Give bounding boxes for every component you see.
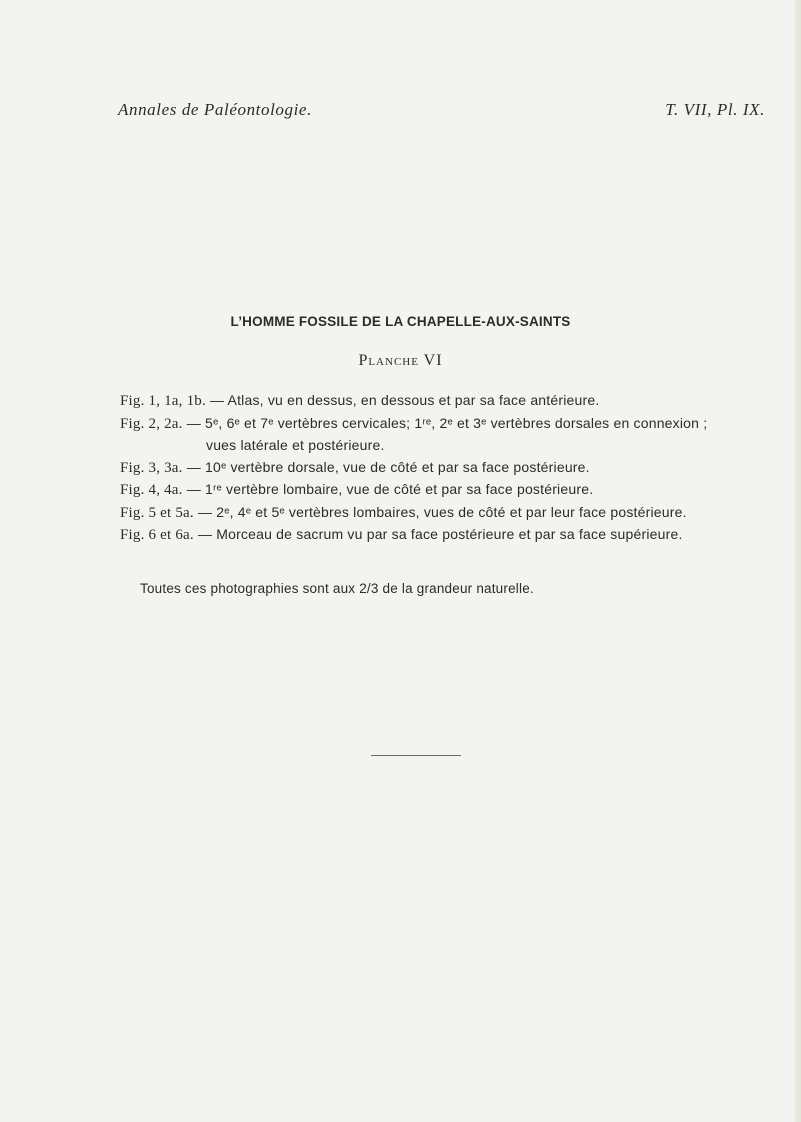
figure-text-continuation: vues latérale et postérieure. (206, 437, 385, 453)
plate-subtitle: Planche VI (358, 352, 443, 369)
figure-caption-6 (120, 524, 800, 547)
figure-text: — Atlas, vu en dessus, en dessous et par sa face antérieure. (210, 392, 600, 408)
figure-caption-5 (120, 502, 800, 525)
journal-header: Annales de Paléontologie. (118, 100, 312, 119)
divider-rule (371, 755, 461, 756)
figure-caption-2 (120, 413, 800, 436)
figure-captions (120, 390, 800, 547)
figure-text: — Morceau de sacrum vu par sa face postérieure et par sa face supérieure. (197, 526, 683, 542)
figure-label: Fig. 6 et 6a. (120, 527, 194, 543)
scale-note: Toutes ces photographies sont aux 2/3 de la grandeur naturelle. (140, 581, 534, 596)
figure-caption-1 (120, 390, 800, 413)
figure-label: Fig. 2, 2a. (120, 415, 183, 432)
page-title: L’HOMME FOSSILE DE LA CHAPELLE-AUX-SAINTS (230, 314, 571, 329)
figure-label: Fig. 1, 1a, 1b. (120, 393, 206, 409)
figure-text: — 2ᵉ, 4ᵉ et 5ᵉ vertèbres lombaires, vues de côté et par leur face postérieure. (197, 503, 687, 520)
figure-text: — 5ᵉ, 6ᵉ et 7ᵉ vertèbres cervicales; 1ʳᵉ, 2ᵉ et 3ᵉ vertèbres dorsales en connexion ; (186, 414, 708, 431)
figure-text: — 1ʳᵉ vertèbre lombaire, vue de côté et par sa face postérieure. (186, 481, 594, 497)
figure-label: Fig. 5 et 5a. (120, 504, 194, 521)
figure-label: Fig. 4, 4a. (120, 482, 183, 498)
figure-text: — 10ᵉ vertèbre dorsale, vue de côté et par sa face postérieure. (186, 458, 590, 475)
figure-caption-2-continuation (120, 435, 800, 457)
figure-caption-4 (120, 479, 800, 502)
figure-label: Fig. 3, 3a. (120, 459, 183, 476)
page-edge (795, 0, 801, 1122)
figure-caption-3 (120, 457, 800, 480)
volume-header: T. VII, Pl. IX. (665, 100, 765, 119)
